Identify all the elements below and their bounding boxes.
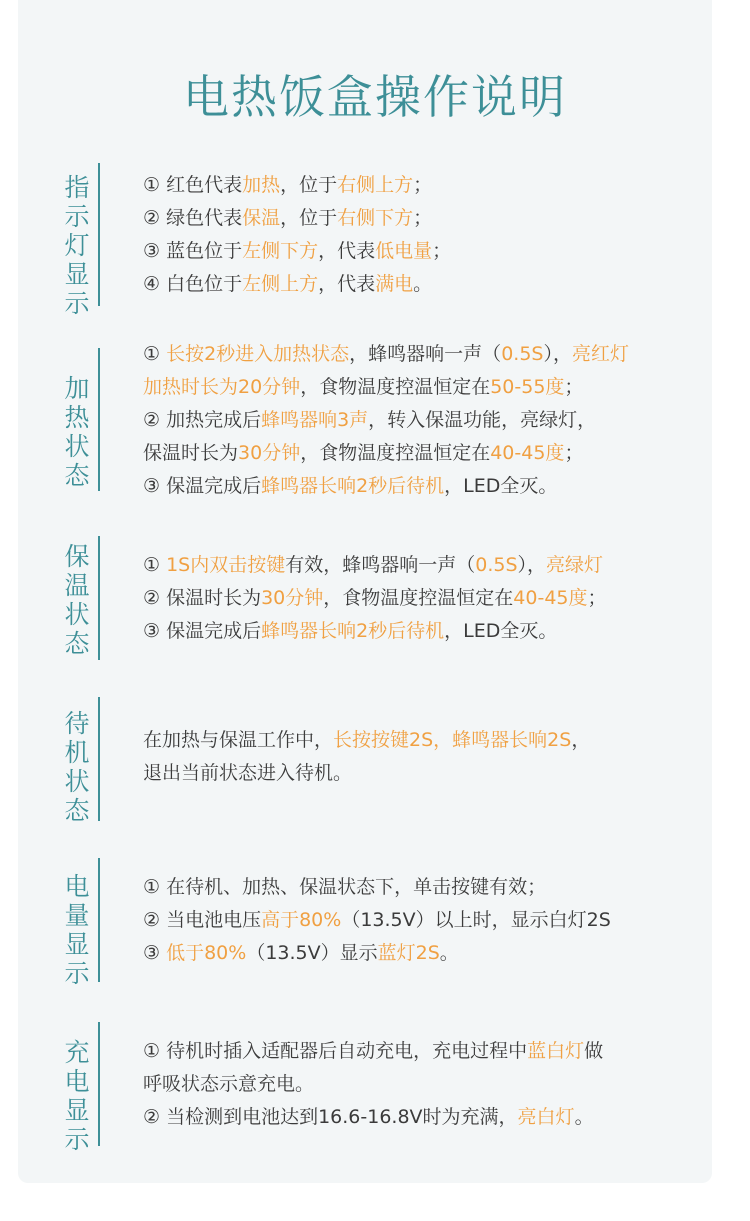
- instruction-line: ② 加热完成后蜂鸣器响3声，转入保温功能，亮绿灯，: [143, 409, 597, 431]
- section-content: [143, 169, 703, 301]
- section-divider: [98, 163, 100, 306]
- instruction-line: ② 绿色代表保温，位于右侧下方；: [143, 207, 433, 229]
- section-content: [143, 724, 703, 790]
- section-divider: [98, 697, 100, 821]
- page-title: 电热饭盒操作说明: [183, 69, 567, 124]
- instruction-line: 保温时长为30分钟，食物温度控温恒定在40-45度；: [143, 442, 584, 464]
- section-content: [143, 549, 703, 648]
- instruction-line: ① 1S内双击按键有效，蜂鸣器响一声（0.5S），亮绿灯: [143, 554, 604, 576]
- section-title: 待机状态: [64, 709, 90, 825]
- section-divider: [98, 348, 100, 491]
- instruction-line: ② 保温时长为30分钟，食物温度控温恒定在40-45度；: [143, 587, 607, 609]
- instruction-line: ③ 蓝色位于左侧下方，代表低电量；: [143, 240, 452, 262]
- instruction-line: ② 当电池电压高于80%（13.5V）以上时，显示白灯2S: [143, 909, 611, 931]
- instruction-line: 在加热与保温工作中，长按按键2S，蜂鸣器长响2S，: [143, 729, 591, 751]
- section-content: [143, 338, 703, 503]
- instruction-line: 呼吸状态示意充电。: [143, 1073, 315, 1095]
- instruction-line: ① 待机时插入适配器后自动充电，充电过程中蓝白灯做: [143, 1040, 604, 1062]
- instruction-line: ② 当检测到电池达到16.6-16.8V时为充满，亮白灯。: [143, 1106, 594, 1128]
- section-divider: [98, 858, 100, 982]
- instruction-line: ③ 低于80%（13.5V）显示蓝灯2S。: [143, 942, 459, 964]
- instruction-line: 加热时长为20分钟，食物温度控温恒定在50-55度；: [143, 376, 584, 398]
- section-divider: [98, 536, 100, 660]
- instruction-line: ① 红色代表加热，位于右侧上方；: [143, 174, 433, 196]
- section-content: [143, 871, 703, 970]
- section-title: 充电显示: [64, 1038, 90, 1154]
- section-title: 电量显示: [64, 872, 90, 988]
- section-content: [143, 1035, 703, 1134]
- instruction-line: ④ 白色位于左侧上方，代表满电。: [143, 273, 433, 295]
- section-title: 指示灯显示: [64, 173, 90, 318]
- section-title: 保温状态: [64, 542, 90, 658]
- section-title: 加热状态: [64, 374, 90, 490]
- instruction-line: ① 在待机、加热、保温状态下，单击按键有效；: [143, 876, 547, 898]
- instruction-line: ① 长按2秒进入加热状态，蜂鸣器响一声（0.5S），亮红灯: [143, 343, 629, 365]
- instruction-line: ③ 保温完成后蜂鸣器长响2秒后待机，LED全灭。: [143, 475, 558, 497]
- instruction-line: 退出当前状态进入待机。: [143, 762, 353, 784]
- section-divider: [98, 1022, 100, 1146]
- instruction-line: ③ 保温完成后蜂鸣器长响2秒后待机，LED全灭。: [143, 620, 558, 642]
